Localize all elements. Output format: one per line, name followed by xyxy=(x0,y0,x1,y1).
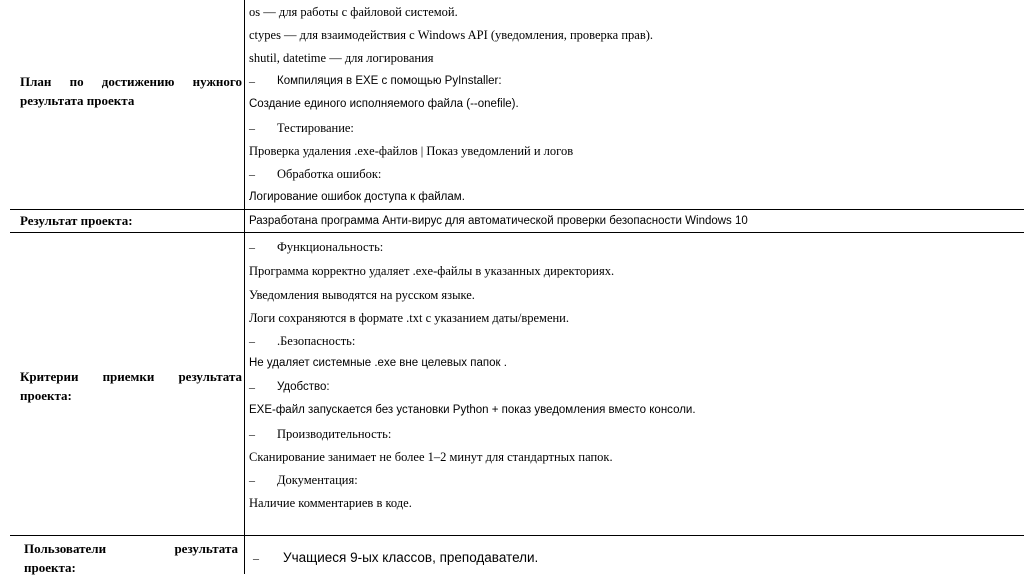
plan-line: Логирование ошибок доступа к файлам. xyxy=(249,191,465,203)
plan-line: Тестирование: xyxy=(277,121,354,135)
plan-line: os — для работы с файловой системой. xyxy=(249,5,458,19)
result-row-label: Результат проекта: xyxy=(20,213,133,228)
plan-line: Обработка ошибок: xyxy=(277,167,382,181)
bullet-dash: – xyxy=(249,473,255,487)
criteria-line: Логи сохраняются в формате .txt с указанием даты/времени. xyxy=(249,311,569,325)
criteria-line: Уведомления выводятся на русском языке. xyxy=(249,288,475,302)
bullet-dash: – xyxy=(249,167,255,181)
criteria-label-word: результата xyxy=(178,369,242,384)
table-column-divider xyxy=(244,0,245,574)
result-text: Разработана программа Анти-вирус для автоматической проверки безопасности Windows 10 xyxy=(249,215,748,227)
criteria-line: Сканирование занимает не более 1–2 минут для стандартных папок. xyxy=(249,450,613,464)
plan-label-word: по xyxy=(69,74,84,89)
criteria-line: Документация: xyxy=(277,473,358,487)
plan-line: shutil, datetime — для логирования xyxy=(249,51,434,65)
bullet-dash: – xyxy=(249,121,255,135)
row-divider xyxy=(10,209,1024,210)
plan-line: Проверка удаления .exe-файлов | Показ уведомлений и логов xyxy=(249,144,574,158)
users-label-word: результата xyxy=(174,541,238,556)
users-text: Учащиеся 9-ых классов, преподаватели. xyxy=(283,550,539,565)
criteria-line: Программа корректно удаляет .exe-файлы в указанных директориях. xyxy=(249,264,615,278)
plan-label-word: План xyxy=(20,74,52,89)
plan-label-word: нужного xyxy=(192,74,242,89)
criteria-line: Не удаляет системные .exe вне целевых папок . xyxy=(249,357,507,369)
bullet-dash: – xyxy=(249,74,255,88)
bullet-dash: – xyxy=(253,551,259,565)
row-divider xyxy=(10,232,1024,233)
criteria-label-line1 xyxy=(20,367,242,386)
users-label-word: Пользователи xyxy=(24,541,107,556)
users-label-line2: проекта: xyxy=(24,560,76,575)
criteria-line: Функциональность: xyxy=(277,240,384,254)
criteria-line: EXE-файл запускается без установки Python + показ уведомления вместо консоли. xyxy=(249,404,696,416)
plan-line: Создание единого исполняемого файла (--onefile). xyxy=(249,98,519,110)
criteria-line: .Безопасность: xyxy=(277,334,356,348)
bullet-dash: – xyxy=(249,334,255,348)
criteria-label-word: Критерии xyxy=(20,369,79,384)
plan-label-word: достижению xyxy=(101,74,175,89)
plan-label-line2: результата проекта xyxy=(20,93,135,108)
bullet-dash: – xyxy=(249,427,255,441)
criteria-label-line2: проекта: xyxy=(20,388,72,403)
criteria-line: Наличие комментариев в коде. xyxy=(249,496,412,510)
plan-row-label xyxy=(20,72,242,110)
users-label-line1 xyxy=(24,539,238,558)
plan-line: ctypes — для взаимодействия с Windows API (уведомления, проверка прав). xyxy=(249,28,654,42)
criteria-row-label xyxy=(20,367,242,405)
criteria-line: Удобство: xyxy=(277,381,330,393)
criteria-label-word: приемки xyxy=(102,369,155,384)
users-row-label xyxy=(24,539,238,577)
plan-line: Компиляция в EXE с помощью PyInstaller: xyxy=(277,75,502,87)
bullet-dash: – xyxy=(249,380,255,394)
bullet-dash: – xyxy=(249,240,255,254)
plan-label-line1 xyxy=(20,72,242,91)
criteria-line: Производительность: xyxy=(277,427,392,441)
row-divider xyxy=(10,535,1024,536)
